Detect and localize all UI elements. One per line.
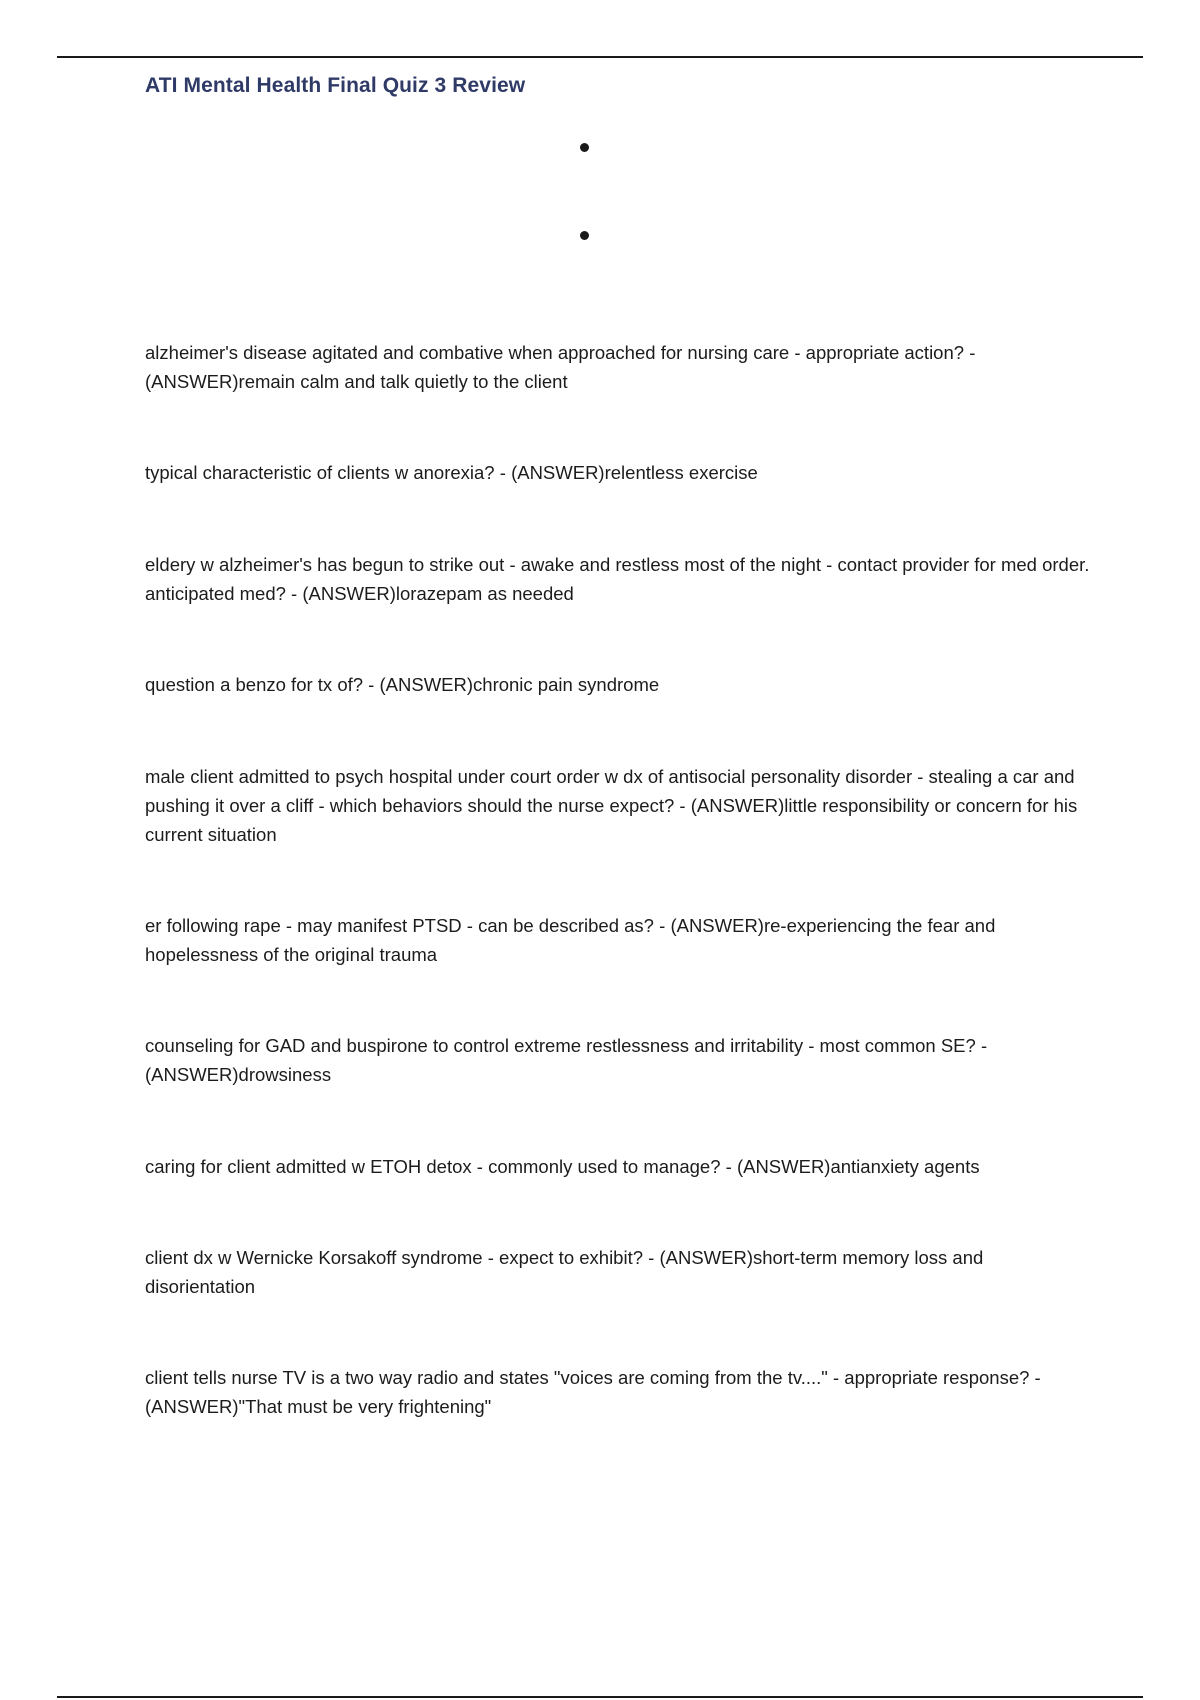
question-text: client dx w Wernicke Korsakoff syndrome - expect to exhibit? (145, 1247, 644, 1268)
answer-text: re-experiencing the fear and hopelessness of the original trauma (145, 915, 996, 965)
qa-item (145, 670, 1095, 699)
answer-marker: (ANSWER) (670, 915, 764, 936)
answer-text: short-term memory loss and disorientation (145, 1247, 984, 1297)
separator: - (674, 795, 691, 816)
question-text: typical characteristic of clients w anorexia? (145, 462, 495, 483)
answer-text: lorazepam as needed (395, 583, 574, 604)
document-title: ATI Mental Health Final Quiz 3 Review (145, 74, 526, 97)
qa-item (145, 1243, 1095, 1301)
separator: - (653, 915, 671, 936)
answer-text: relentless exercise (604, 462, 758, 483)
question-text: er following rape - may manifest PTSD - can be described as? (145, 915, 654, 936)
answer-marker: (ANSWER) (145, 1396, 239, 1417)
qa-item (145, 338, 1095, 396)
answer-text: remain calm and talk quietly to the client (238, 371, 568, 392)
answer-text: little responsibility or concern for his current situation (145, 795, 1078, 845)
separator: - (720, 1156, 737, 1177)
answer-marker: (ANSWER) (690, 795, 785, 816)
question-text: counseling for GAD and buspirone to control extreme restlessness and irritability - most common SE? (145, 1035, 976, 1056)
qa-item (145, 1031, 1095, 1089)
separator: - (975, 1035, 988, 1056)
separator: - (1029, 1367, 1041, 1388)
separator: - (494, 462, 512, 483)
bullet-icon (580, 143, 589, 152)
answer-text: chronic pain syndrome (473, 674, 660, 695)
answer-marker: (ANSWER) (302, 583, 396, 604)
top-rule (57, 56, 1143, 58)
answer-text: "That must be very frightening" (238, 1396, 492, 1417)
qa-item (145, 762, 1095, 849)
qa-item (145, 1152, 1095, 1181)
answer-marker: (ANSWER) (511, 462, 605, 483)
question-text: male client admitted to psych hospital under court order w dx of antisocial personality disorder - stealing a car and pushing it over a cliff - which behaviors should the nurse expect? (145, 766, 1075, 816)
answer-text: drowsiness (238, 1064, 332, 1085)
question-text: caring for client admitted w ETOH detox - commonly used to manage? (145, 1156, 721, 1177)
bullet-icon (580, 231, 589, 240)
answer-marker: (ANSWER) (736, 1156, 831, 1177)
answer-marker: (ANSWER) (145, 371, 239, 392)
answer-marker: (ANSWER) (659, 1247, 753, 1268)
answer-marker: (ANSWER) (145, 1064, 239, 1085)
question-text: alzheimer's disease agitated and combative when approached for nursing care - appropriate action? (145, 342, 965, 363)
separator: - (643, 1247, 660, 1268)
question-text: question a benzo for tx of? (145, 674, 364, 695)
question-text: eldery w alzheimer's has begun to strike out - awake and restless most of the night - contact provider for med order. anticipated med? (145, 554, 1090, 604)
question-text: client tells nurse TV is a two way radio and states "voices are coming from the tv...." - appropriate response? (145, 1367, 1030, 1388)
answer-marker: (ANSWER) (379, 674, 474, 695)
qa-item (145, 550, 1095, 608)
separator: - (964, 342, 976, 363)
qa-item (145, 1363, 1095, 1421)
bottom-rule (57, 1696, 1143, 1698)
qa-item (145, 458, 1095, 487)
qa-item (145, 911, 1095, 969)
separator: - (285, 583, 303, 604)
answer-text: antianxiety agents (830, 1156, 980, 1177)
separator: - (363, 674, 380, 695)
